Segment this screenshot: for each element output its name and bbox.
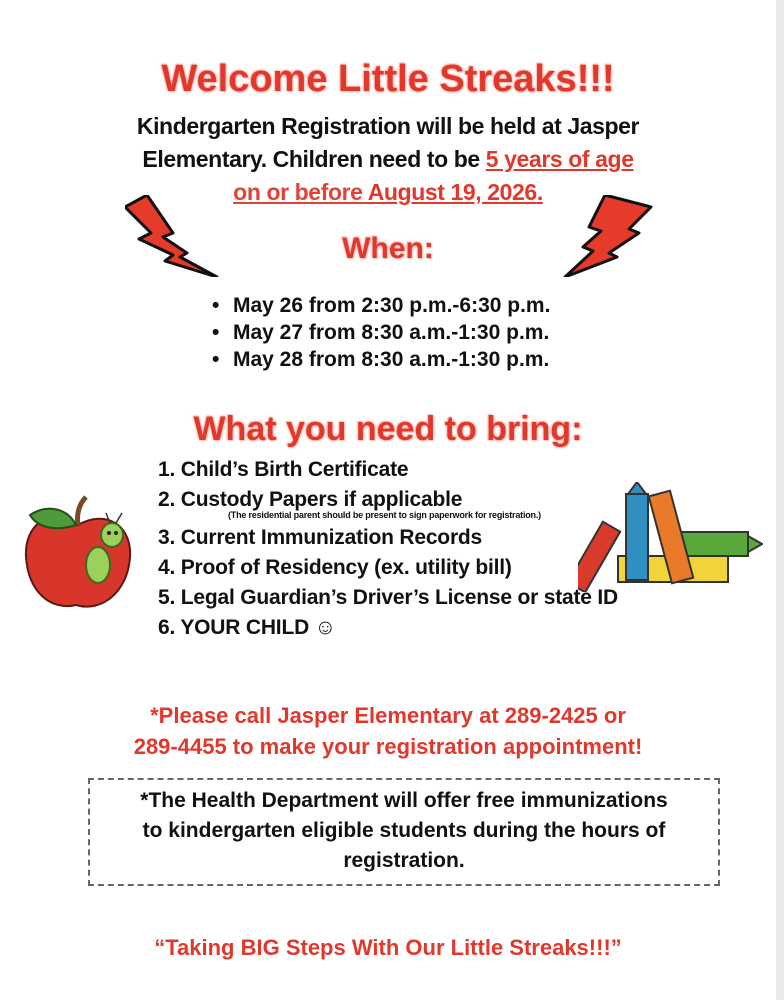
- health-line-3: registration.: [343, 849, 465, 872]
- bring-item: 2. Custody Papers if applicable: [158, 488, 463, 511]
- flyer-title: Welcome Little Streaks!!!: [161, 58, 615, 100]
- intro-line-1: Kindergarten Registration will be held at Jasper: [136, 113, 640, 139]
- health-line-1: *The Health Department will offer free immunizations: [140, 789, 668, 812]
- date-item: • May 27 from 8:30 a.m.-1:30 p.m.: [212, 319, 550, 346]
- bring-heading: What you need to bring:: [193, 410, 583, 448]
- bring-list: [158, 455, 618, 643]
- intro-line-2-text: Elementary. Children need to be: [142, 146, 486, 172]
- bring-item: 6. YOUR CHILD ☺: [158, 616, 336, 639]
- intro-line-2: [0, 143, 776, 176]
- registration-dates: [212, 292, 550, 373]
- intro-text: [0, 110, 776, 209]
- call-to-action: [0, 700, 776, 762]
- bring-item: 3. Current Immunization Records: [158, 526, 483, 549]
- intro-line-3-text: on or before: [233, 179, 368, 205]
- custody-note: (The residential parent should be present to sign paperwork for registration.): [228, 510, 541, 520]
- date-item: • May 26 from 2:30 p.m.-6:30 p.m.: [212, 292, 550, 319]
- when-heading: When:: [342, 232, 434, 265]
- slogan: “Taking BIG Steps With Our Little Streaks!!!”: [154, 935, 622, 960]
- intro-line-3: [0, 176, 776, 209]
- page-edge: [776, 0, 784, 1000]
- age-requirement: 5 years of age: [485, 146, 634, 172]
- bring-item: 5. Legal Guardian’s Driver’s License or state ID: [158, 586, 618, 609]
- bring-item: 4. Proof of Residency (ex. utility bill): [158, 556, 512, 579]
- crayons-icon: [578, 482, 763, 592]
- call-line-1: *Please call Jasper Elementary at 289-2425 or: [150, 703, 626, 728]
- health-notice: [88, 786, 720, 876]
- period: .: [536, 179, 543, 205]
- cutoff-date: August 19, 2026: [367, 179, 537, 205]
- apple-with-worm-icon: [20, 495, 138, 613]
- call-line-2: 289-4455 to make your registration appointment!: [133, 734, 643, 759]
- health-line-2: to kindergarten eligible students during the hours of: [142, 819, 666, 842]
- bring-item: 1. Child’s Birth Certificate: [158, 458, 409, 481]
- date-item: • May 28 from 8:30 a.m.-1:30 p.m.: [212, 346, 550, 373]
